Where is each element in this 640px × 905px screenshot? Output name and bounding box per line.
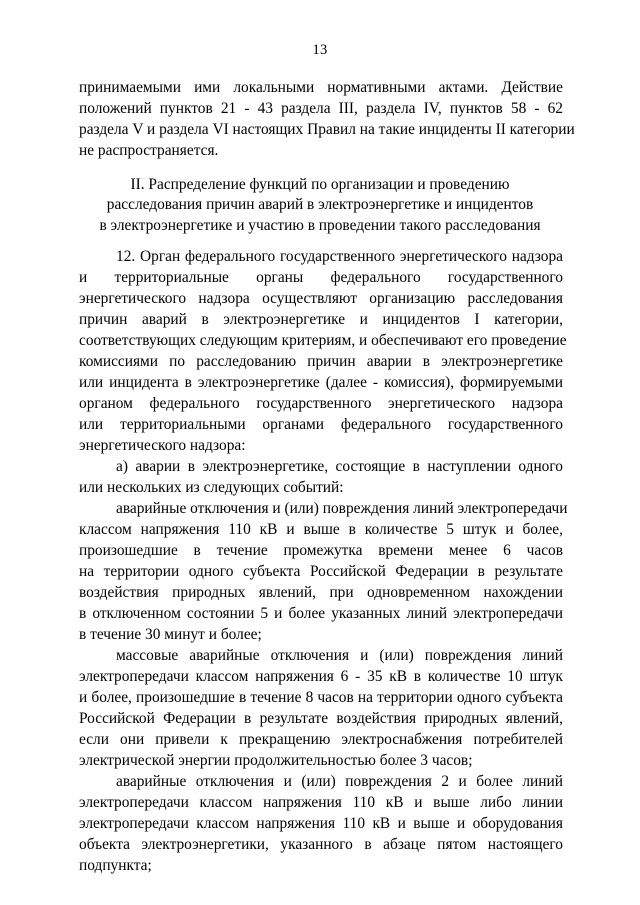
- event-1-line: в отключенном состоянии 5 и более указанных линий электропередачи: [79, 605, 563, 622]
- paragraph-12-line: и территориальные органы федерального государственного: [79, 269, 563, 286]
- event-3-line: объекта электроэнергетики, указанного в абзаце пятом настоящего: [79, 836, 563, 853]
- paragraph-12-line: комиссиями по расследованию причин аварии в электроэнергетике: [79, 353, 563, 370]
- subpoint-a-line: а) аварии в электроэнергетике, состоящие в наступлении одного: [116, 458, 563, 475]
- intro-line: положений пунктов 21 - 43 раздела III, раздела IV, пунктов 58 - 62: [79, 100, 563, 117]
- paragraph-12-line: или территориальными органами федерального государственного: [79, 416, 563, 433]
- event-1-line: на территории одного субъекта Российской Федерации в результате: [79, 563, 563, 580]
- event-2-line: если они привели к прекращению электроснабжения потребителей: [79, 731, 563, 748]
- event-2-line: и более, произошедшие в течение 8 часов на территории одного субъекта: [79, 689, 563, 706]
- intro-line: раздела V и раздела VI настоящих Правил на такие инциденты II категории: [79, 121, 575, 138]
- section-heading-line: в электроэнергетике и участию в проведении такого расследования: [99, 217, 541, 234]
- event-3-line: электропередачи классом напряжения 110 кВ и выше и оборудования: [79, 815, 563, 832]
- event-1-line: в течение 30 минут и более;: [79, 626, 262, 643]
- paragraph-12-line: причин аварий в электроэнергетике и инцидентов I категории,: [79, 311, 563, 328]
- section-heading-line: расследования причин аварий в электроэнергетике и инцидентов: [106, 196, 534, 213]
- event-2-line: массовые аварийные отключения и (или) повреждения линий: [116, 647, 563, 664]
- page-number: 13: [312, 42, 328, 58]
- event-1-line: классом напряжения 110 кВ и выше в количестве 5 штук и более,: [79, 521, 563, 538]
- event-1-line: воздействия природных явлений, при одновременном нахождении: [79, 584, 563, 601]
- paragraph-12-line: 12. Орган федерального государственного энергетического надзора: [116, 248, 563, 265]
- event-2-line: электропередачи классом напряжения 6 - 35 кВ в количестве 10 штук: [79, 668, 563, 685]
- event-1-line: произошедшие в течение промежутка времени менее 6 часов: [79, 542, 563, 559]
- event-3-line: подпункта;: [79, 857, 152, 874]
- subpoint-a-line: или нескольких из следующих событий:: [79, 479, 344, 496]
- intro-line: не распространяется.: [79, 142, 219, 159]
- paragraph-12-line: или инцидента в электроэнергетике (далее - комиссия), формируемыми: [79, 374, 563, 391]
- event-3-line: электропередачи классом напряжения 110 кВ и выше либо линии: [79, 794, 563, 811]
- paragraph-12-line: соответствующих следующим критериям, и обеспечивают его проведение: [79, 332, 567, 349]
- event-3-line: аварийные отключения и (или) повреждения 2 и более линий: [116, 773, 563, 790]
- paragraph-12-line: органом федерального государственного энергетического надзора: [79, 395, 563, 412]
- paragraph-12-line: энергетического надзора:: [79, 437, 246, 454]
- intro-line: принимаемыми ими локальными нормативными актами. Действие: [79, 79, 563, 96]
- event-2-line: Российской Федерации в результате воздействия природных явлений,: [79, 710, 563, 727]
- paragraph-12-line: энергетического надзора осуществляют организацию расследования: [79, 290, 563, 307]
- section-heading-line: II. Распределение функций по организации и проведению: [130, 176, 510, 193]
- event-1-line: аварийные отключения и (или) повреждения линий электропередачи: [116, 500, 568, 517]
- event-2-line: электрической энергии продолжительностью более 3 часов;: [79, 752, 473, 769]
